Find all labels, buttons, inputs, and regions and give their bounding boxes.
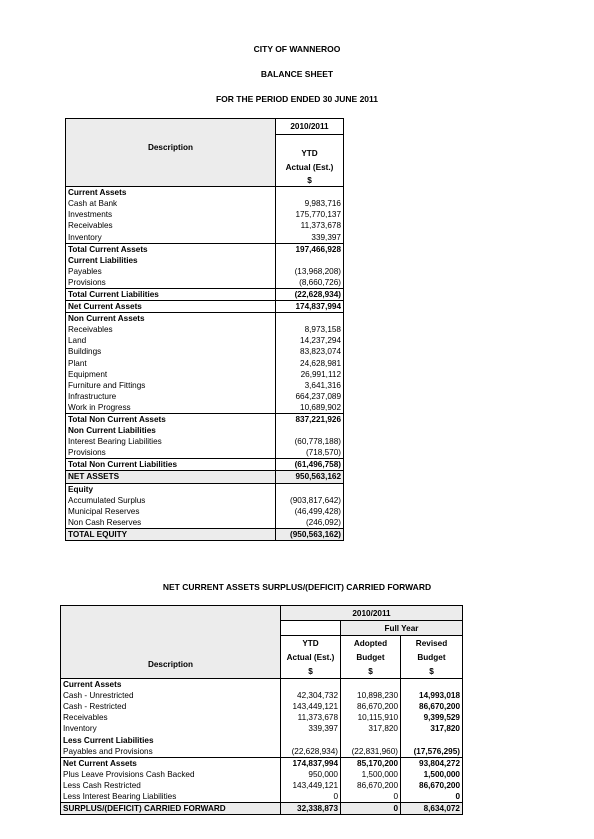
revised-header: Revised xyxy=(401,636,463,650)
table-row xyxy=(61,791,463,803)
actual-header-2: Actual (Est.) xyxy=(281,650,341,664)
table-row xyxy=(66,198,344,209)
ytd-value: 174,837,994 xyxy=(281,757,341,769)
row-value: (950,563,162) xyxy=(276,528,344,540)
row-label: Equity xyxy=(66,483,276,495)
row-value xyxy=(276,483,344,495)
table-row xyxy=(66,301,344,313)
row-label: Cash - Unrestricted xyxy=(63,691,134,701)
revised-value xyxy=(401,679,463,691)
row-label: Land xyxy=(68,336,87,346)
table-row xyxy=(66,243,344,255)
row-value: (13,968,208) xyxy=(276,266,344,277)
row-value: 197,466,928 xyxy=(276,243,344,255)
ytd-value xyxy=(281,734,341,745)
row-label: Total Non Current Liabilities xyxy=(66,459,276,471)
revised-value xyxy=(401,734,463,745)
table-row xyxy=(66,266,344,277)
table-row xyxy=(66,380,344,391)
row-value: (246,092) xyxy=(276,517,344,529)
table-row xyxy=(66,391,344,402)
table-row xyxy=(66,436,344,447)
net-current-title: NET CURRENT ASSETS SURPLUS/(DEFICIT) CARRIED FORWARD xyxy=(162,582,432,592)
org-name: CITY OF WANNEROO xyxy=(253,44,341,54)
row-label: Provisions xyxy=(68,448,106,458)
row-label: Payables and Provisions xyxy=(63,746,153,756)
report-title: BALANCE SHEET xyxy=(260,69,334,79)
row-label: Less Current Liabilities xyxy=(63,735,154,745)
currency-header-revised: $ xyxy=(401,664,463,679)
table-row xyxy=(66,506,344,517)
table-row xyxy=(61,701,463,712)
row-value: 24,628,981 xyxy=(276,358,344,369)
table-row xyxy=(66,288,344,300)
table-row xyxy=(66,483,344,495)
revised-value: 93,804,272 xyxy=(401,757,463,769)
row-value: (61,496,758) xyxy=(276,459,344,471)
ytd-value: 0 xyxy=(281,791,341,803)
revised-value: 14,993,018 xyxy=(401,690,463,701)
table-row xyxy=(61,690,463,701)
adopted-value: 86,670,200 xyxy=(341,701,401,712)
currency-header: $ xyxy=(276,175,344,187)
ytd-value: (22,628,934) xyxy=(281,746,341,758)
row-value: 9,983,716 xyxy=(276,198,344,209)
ytd-value: 42,304,732 xyxy=(281,690,341,701)
row-label: Inventory xyxy=(63,724,97,734)
revised-value: 86,670,200 xyxy=(401,701,463,712)
net-current-table xyxy=(60,605,463,815)
ytd-value: 32,338,873 xyxy=(281,803,341,815)
description-header-2: Description xyxy=(61,606,281,679)
ytd-value: 339,397 xyxy=(281,723,341,734)
actual-header: Actual (Est.) xyxy=(276,160,344,175)
row-value: (8,660,726) xyxy=(276,277,344,289)
row-label: Equipment xyxy=(68,369,108,379)
row-label: Plus Leave Provisions Cash Backed xyxy=(63,769,195,779)
table-row xyxy=(66,413,344,425)
year-header-2: 2010/2011 xyxy=(281,606,463,621)
currency-header-adopted: $ xyxy=(341,664,401,679)
table-row xyxy=(61,780,463,791)
adopted-value: 0 xyxy=(341,791,401,803)
revised-value: 317,820 xyxy=(401,723,463,734)
table-row xyxy=(66,313,344,325)
adopted-value: 1,500,000 xyxy=(341,769,401,780)
row-label: Non Current Liabilities xyxy=(68,426,156,436)
row-label: Infrastructure xyxy=(68,391,117,401)
row-value xyxy=(276,313,344,325)
ytd-value: 950,000 xyxy=(281,769,341,780)
ytd-value: 11,373,678 xyxy=(281,712,341,723)
table-row xyxy=(66,369,344,380)
adopted-header: Adopted xyxy=(341,636,401,650)
row-value: 14,237,294 xyxy=(276,335,344,346)
row-label: Receivables xyxy=(68,325,113,335)
budget-header-1: Budget xyxy=(341,650,401,664)
row-value: 175,770,137 xyxy=(276,209,344,220)
table-row xyxy=(66,447,344,459)
row-value: 26,991,112 xyxy=(276,369,344,380)
budget-header-2: Budget xyxy=(401,650,463,664)
adopted-value xyxy=(341,734,401,745)
table-row xyxy=(66,471,344,483)
row-label: Municipal Reserves xyxy=(68,506,140,516)
row-value: (22,628,934) xyxy=(276,288,344,300)
adopted-value: 10,898,230 xyxy=(341,690,401,701)
row-value: 950,563,162 xyxy=(276,471,344,483)
row-value xyxy=(276,255,344,266)
row-label: Current Liabilities xyxy=(68,255,138,265)
adopted-value xyxy=(341,679,401,691)
revised-value: 0 xyxy=(401,791,463,803)
row-label: Total Current Assets xyxy=(66,243,276,255)
full-year-header: Full Year xyxy=(341,621,463,636)
row-label: Plant xyxy=(68,358,87,368)
row-label: Receivables xyxy=(68,221,113,231)
table-row xyxy=(61,803,463,815)
table-row xyxy=(66,402,344,414)
row-label: Inventory xyxy=(68,232,102,242)
table-row xyxy=(66,324,344,335)
adopted-value: 10,115,910 xyxy=(341,712,401,723)
row-value: (903,817,642) xyxy=(276,495,344,506)
table-row xyxy=(66,220,344,231)
row-label: TOTAL EQUITY xyxy=(66,528,276,540)
revised-value: (17,576,295) xyxy=(401,746,463,758)
table-row xyxy=(66,346,344,357)
row-value: (718,570) xyxy=(276,447,344,459)
ytd-header-2: YTD xyxy=(281,636,341,650)
row-value: 837,221,926 xyxy=(276,413,344,425)
row-label: NET ASSETS xyxy=(66,471,276,483)
ytd-value xyxy=(281,679,341,691)
table-row xyxy=(66,277,344,289)
revised-value: 9,399,529 xyxy=(401,712,463,723)
row-label: Less Cash Restricted xyxy=(63,780,141,790)
adopted-value: (22,831,960) xyxy=(341,746,401,758)
row-label: Less Interest Bearing Liabilities xyxy=(63,791,177,801)
ytd-value: 143,449,121 xyxy=(281,701,341,712)
row-label: Receivables xyxy=(63,713,108,723)
balance-sheet-table xyxy=(65,118,344,541)
row-label: Provisions xyxy=(68,277,106,287)
table-row xyxy=(66,459,344,471)
table-row xyxy=(61,679,463,691)
table-row xyxy=(66,358,344,369)
table-row xyxy=(66,517,344,529)
row-value xyxy=(276,425,344,436)
ytd-value: 143,449,121 xyxy=(281,780,341,791)
row-label: SURPLUS/(DEFICIT) CARRIED FORWARD xyxy=(61,803,281,815)
table-row xyxy=(61,734,463,745)
row-label: Work in Progress xyxy=(68,402,131,412)
table-row xyxy=(66,187,344,199)
row-label: Buildings xyxy=(68,347,102,357)
table-row xyxy=(66,425,344,436)
row-label: Payables xyxy=(68,266,102,276)
table-row xyxy=(61,769,463,780)
table-row xyxy=(61,746,463,758)
revised-value: 86,670,200 xyxy=(401,780,463,791)
ytd-header: YTD xyxy=(276,146,344,161)
row-value: 3,641,316 xyxy=(276,380,344,391)
row-label: Furniture and Fittings xyxy=(68,380,146,390)
row-label: Total Current Liabilities xyxy=(66,288,276,300)
row-value xyxy=(276,187,344,199)
table-row xyxy=(61,723,463,734)
row-label: Cash - Restricted xyxy=(63,702,127,712)
row-label: Cash at Bank xyxy=(68,199,118,209)
row-value: 339,397 xyxy=(276,231,344,243)
revised-value: 8,634,072 xyxy=(401,803,463,815)
row-label: Non Cash Reserves xyxy=(68,517,142,527)
row-label: Net Current Assets xyxy=(61,757,281,769)
row-label: Current Assets xyxy=(61,679,281,691)
row-label: Non Current Assets xyxy=(66,313,276,325)
row-label: Current Assets xyxy=(66,187,276,199)
table-row xyxy=(66,528,344,540)
table-row xyxy=(61,757,463,769)
row-label: Interest Bearing Liabilities xyxy=(68,437,162,447)
currency-header-ytd: $ xyxy=(281,664,341,679)
row-label: Investments xyxy=(68,210,113,220)
row-value: 174,837,994 xyxy=(276,301,344,313)
row-label: Accumulated Surplus xyxy=(68,495,146,505)
row-value: (46,499,428) xyxy=(276,506,344,517)
table-row xyxy=(66,335,344,346)
year-header: 2010/2011 xyxy=(276,119,344,135)
row-label: Net Current Assets xyxy=(66,301,276,313)
adopted-value: 317,820 xyxy=(341,723,401,734)
row-label: Total Non Current Assets xyxy=(66,413,276,425)
table-row xyxy=(66,255,344,266)
table-row xyxy=(61,712,463,723)
table-row xyxy=(66,231,344,243)
row-value: 83,823,074 xyxy=(276,346,344,357)
row-value: 10,689,902 xyxy=(276,402,344,414)
description-header: Description xyxy=(66,119,276,176)
row-value: 664,237,089 xyxy=(276,391,344,402)
table-row xyxy=(66,209,344,220)
adopted-value: 0 xyxy=(341,803,401,815)
table-row xyxy=(66,495,344,506)
revised-value: 1,500,000 xyxy=(401,769,463,780)
adopted-value: 85,170,200 xyxy=(341,757,401,769)
row-value: 8,973,158 xyxy=(276,324,344,335)
row-value: (60,778,188) xyxy=(276,436,344,447)
row-value: 11,373,678 xyxy=(276,220,344,231)
report-period: FOR THE PERIOD ENDED 30 JUNE 2011 xyxy=(215,94,379,104)
adopted-value: 86,670,200 xyxy=(341,780,401,791)
